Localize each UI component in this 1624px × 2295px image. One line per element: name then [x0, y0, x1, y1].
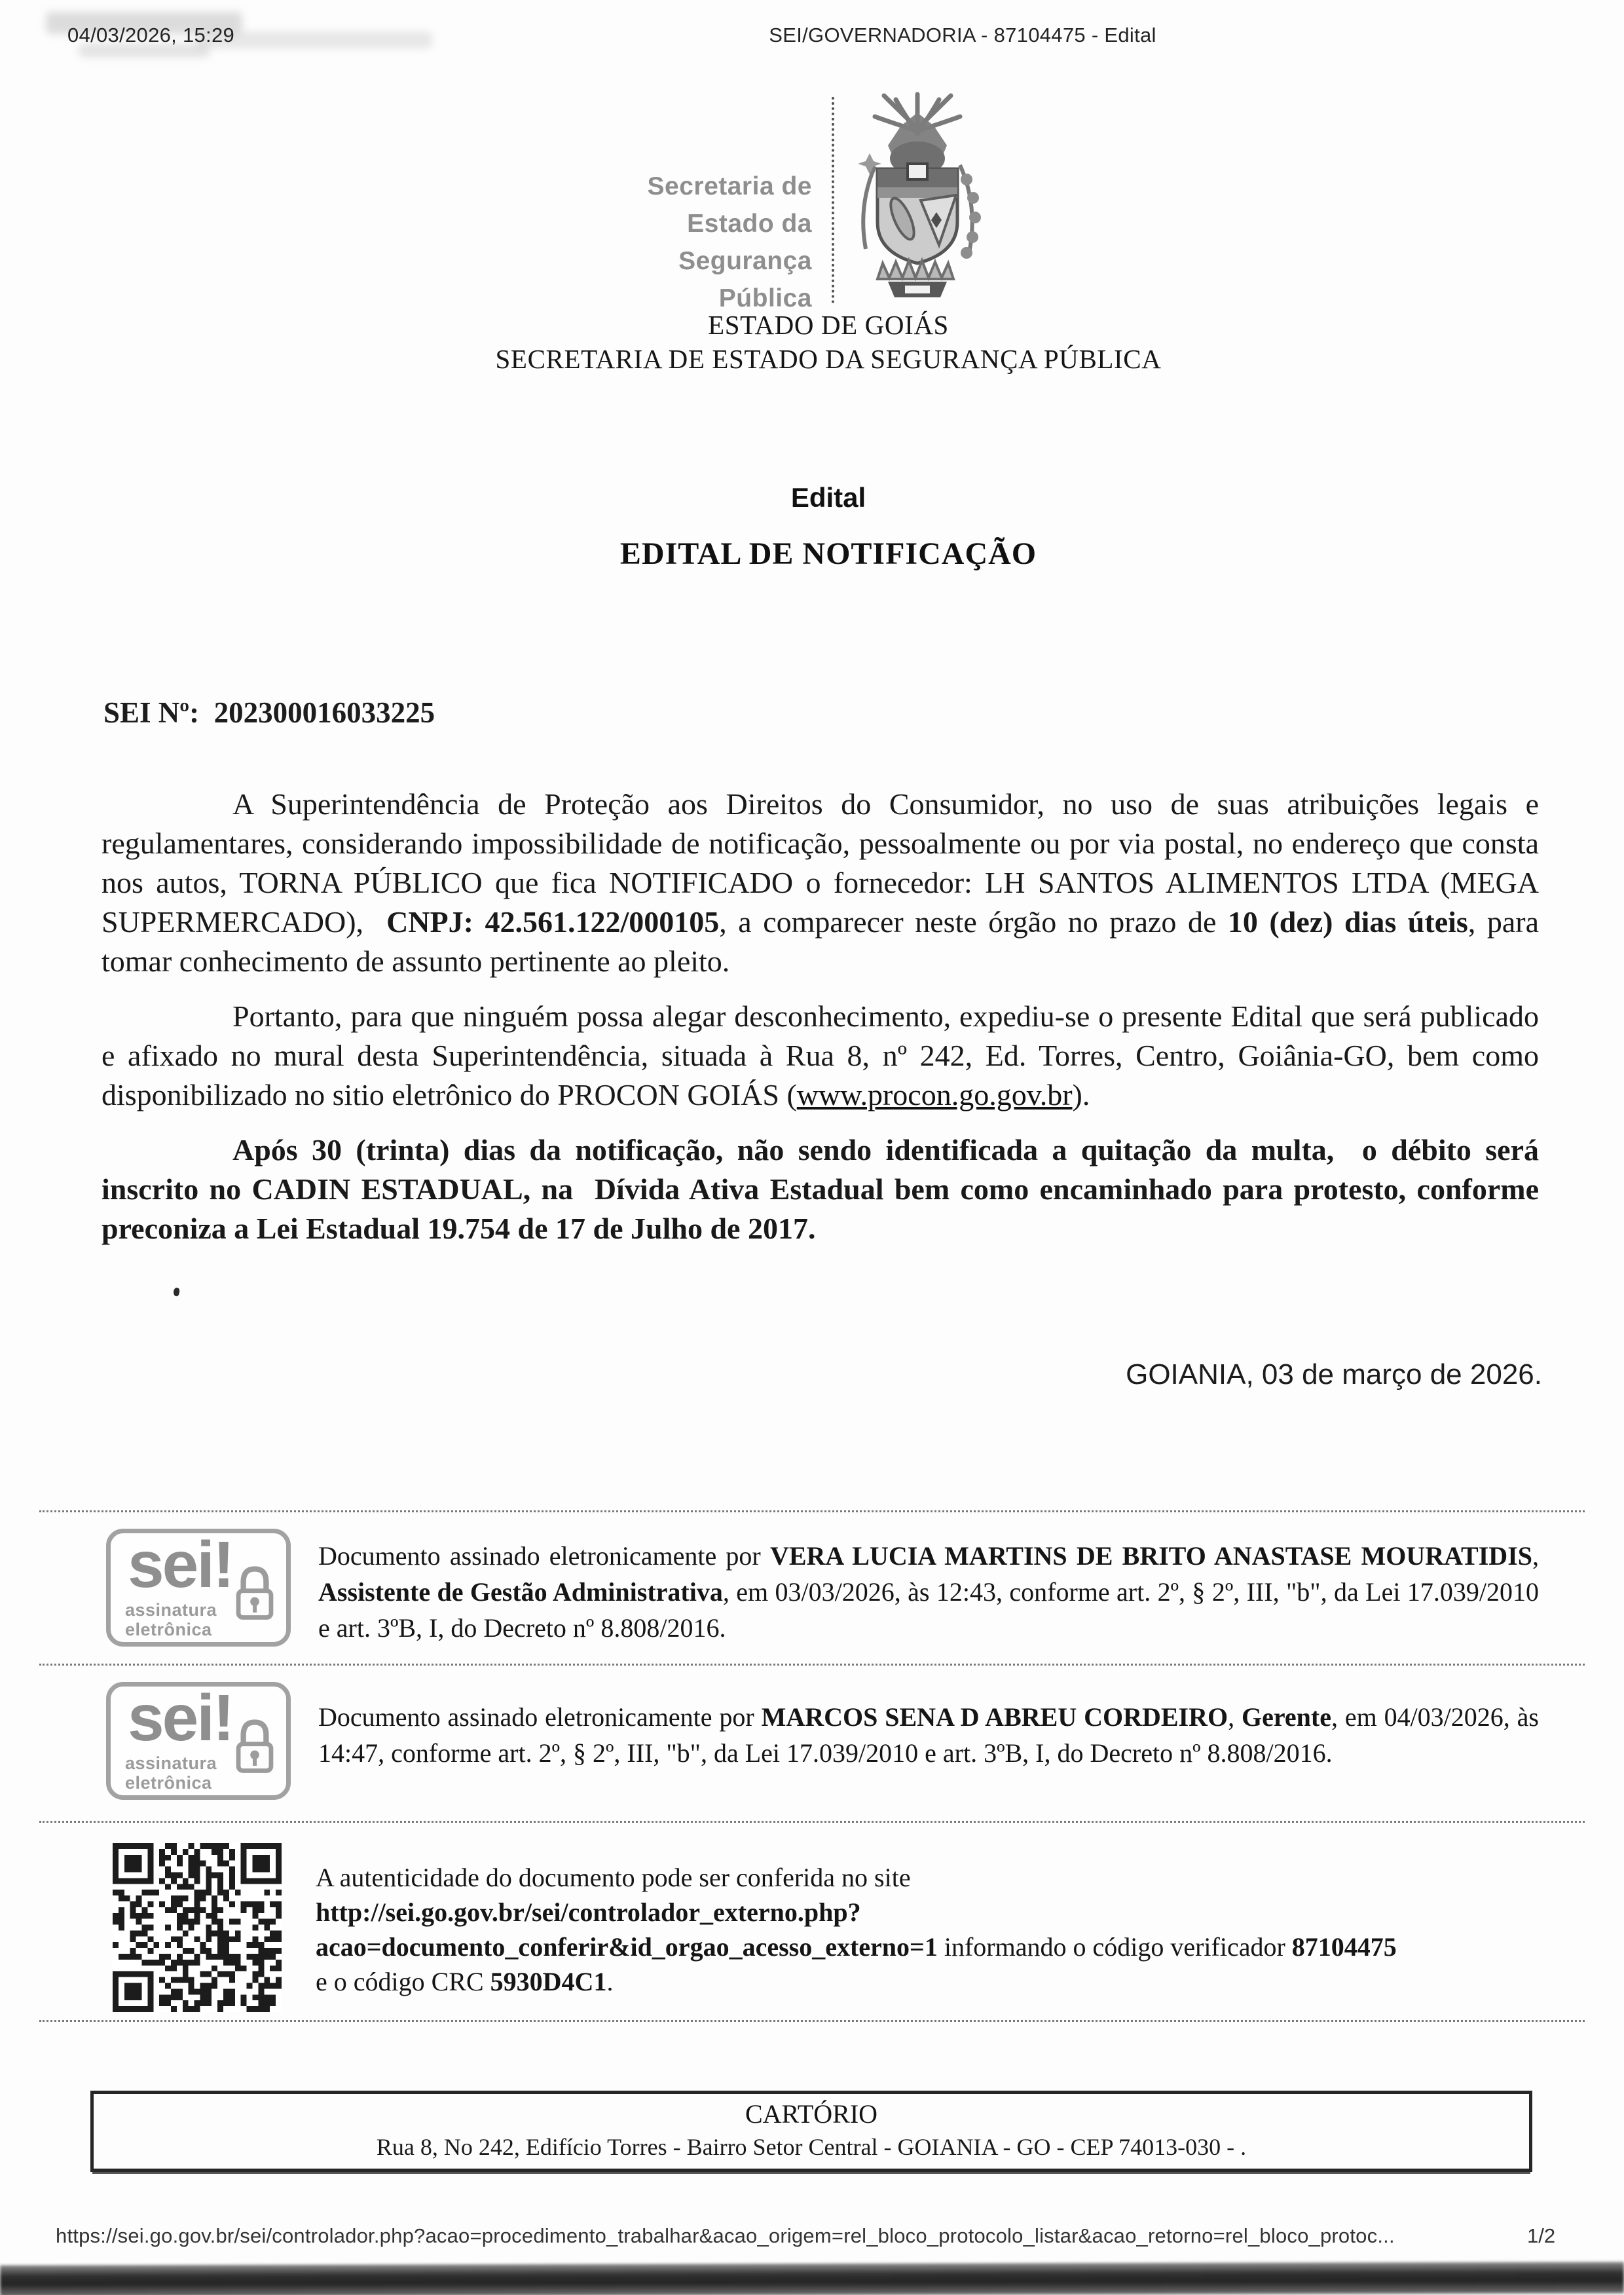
signature-text — [318, 1538, 1546, 1646]
text-run: http://sei.go.gov.br/sei/controlador_externo.php? — [316, 1897, 861, 1927]
section-divider — [39, 1664, 1585, 1666]
document-ref: SEI/GOVERNADORIA - 87104475 - Edital — [769, 24, 1156, 47]
text-run: Após 30 (trinta) dias da notificação, não sendo identificada a quitação da multa, o débito será inscrito no CADIN ESTADUAL, na Dívida Ativa Estadual bem como encaminhado para protesto, conforme preconiza a Lei Estadual 19.754 de 17 de Julho de 2017. — [101, 1133, 1547, 1245]
text-run: 87104475 — [1291, 1932, 1397, 1962]
section-divider — [39, 1510, 1585, 1512]
signature-text — [318, 1699, 1545, 1771]
verification-line — [316, 1860, 1547, 1895]
text-run: VERA LUCIA MARTINS DE BRITO ANASTASE MOURATIDIS — [769, 1541, 1533, 1571]
goias-coat-of-arms-icon — [850, 88, 985, 304]
text-run: Portanto, para que ninguém possa alegar desconhecimento, expediu-se o presente Edital que será publicado e afixado no mural desta Superintendência, situada à Rua 8, nº 242, Ed. Torres, Centro, Goiânia-GO, bem como disponibilizado no sitio eletrônico do PROCON GOIÁS ( — [101, 999, 1547, 1111]
text-run: 10 (dez) dias úteis — [1227, 905, 1468, 939]
text-run: Assistente de Gestão Administrativa — [318, 1577, 723, 1607]
stamp-caption: assinatura — [125, 1600, 217, 1620]
org-name — [530, 168, 812, 317]
link[interactable]: www.procon.go.gov.br — [796, 1078, 1073, 1111]
verification-line — [316, 1930, 1547, 1964]
org-name-line: Pública — [718, 284, 812, 312]
qr-code — [113, 1843, 282, 2012]
padlock-icon — [232, 1561, 277, 1624]
verification-line — [316, 1964, 1547, 1999]
text-run: e o código CRC — [316, 1967, 490, 1996]
section-divider — [39, 2020, 1585, 2022]
footer-url: https://sei.go.gov.br/sei/controlador.php?acao=procedimento_trabalhar&acao_origem=rel_bloco_protocolo_listar&acao_retorno=rel_bloco_protoc... — [56, 2224, 1395, 2247]
document-kind: Edital — [790, 482, 866, 513]
bottom-scan-bar — [0, 2262, 1624, 2295]
sei-signature-stamp — [106, 1682, 291, 1800]
secretariat-title: SECRETARIA DE ESTADO DA SEGURANÇA PÚBLICA — [495, 344, 1162, 374]
text-run: Documento assinado eletronicamente por — [318, 1702, 762, 1732]
section-divider — [39, 1821, 1585, 1823]
org-name-line: Secretaria de — [647, 172, 812, 200]
stamp-caption: eletrônica — [125, 1773, 212, 1793]
page-title: EDITAL DE NOTIFICAÇÃO — [619, 536, 1037, 571]
body-paragraph — [101, 1130, 1547, 1248]
sei-signature-stamp — [106, 1529, 291, 1647]
body-paragraph — [101, 997, 1547, 1115]
text-run: , em 04/03/2026, às 14:47, conforme art. 2º, § 2º, III, "b", da Lei 17.039/2010 e art. 3ºB, I, do Decreto nº 8.808/2016. — [318, 1702, 1545, 1768]
text-run: Documento assinado eletronicamente por — [318, 1541, 770, 1571]
printed-datetime: 04/03/2026, 15:29 — [67, 24, 235, 47]
text-run: CNPJ: 42.561.122/000105 — [386, 905, 720, 939]
cartorio-title: CARTÓRIO — [745, 2099, 878, 2129]
text-run: acao=documento_conferir&id_orgao_acesso_externo=1 — [316, 1932, 938, 1962]
text-run: , em 03/03/2026, às 12:43, conforme art. 2º, § 2º, III, "b", da Lei 17.039/2010 e art. 3ºB, I, do Decreto nº 8.808/2016. — [318, 1577, 1545, 1643]
text-run: , — [1228, 1702, 1242, 1732]
text-run: , — [1532, 1541, 1546, 1571]
text-run: A Superintendência de Proteção aos Direitos do Consumidor, no uso de suas atribuições legais e regulamentares, considerando impossibilidade de notificação, pessoalmente ou por via postal, no endereço que consta nos autos, TORNA PÚBLICO que fica NOTIFICADO o fornecedor: LH SANTOS ALIMENTOS LTDA (MEGA SUPERMERCADO), — [101, 787, 1547, 939]
padlock-icon — [232, 1714, 277, 1777]
scan-speck — [173, 1287, 181, 1297]
stamp-caption: assinatura — [125, 1753, 217, 1773]
org-name-line: Estado da — [687, 210, 812, 238]
state-title: ESTADO DE GOIÁS — [708, 310, 949, 340]
stamp-caption: eletrônica — [125, 1620, 212, 1639]
sei-number-line: SEI Nº: 202300016033225 — [103, 696, 435, 729]
page-indicator: 1/2 — [1527, 2224, 1556, 2247]
logo-divider — [832, 97, 834, 303]
text-run: MARCOS SENA D ABREU CORDEIRO — [761, 1702, 1228, 1732]
body-paragraph — [101, 785, 1547, 981]
sei-logo: sei! — [128, 1681, 233, 1755]
text-run: , para tomar conhecimento de assunto pertinente ao pleito. — [101, 905, 1547, 978]
document-body — [101, 785, 1547, 1264]
org-name-line: Segurança — [678, 247, 812, 275]
text-run: . — [606, 1967, 614, 1996]
verification-text — [316, 1860, 1547, 1999]
cartorio-address: Rua 8, No 242, Edifício Torres - Bairro Setor Central - GOIANIA - GO - CEP 74013-030 - . — [376, 2134, 1247, 2160]
sei-logo: sei! — [128, 1528, 233, 1601]
cartorio-box — [90, 2091, 1532, 2172]
date-line: GOIANIA, 03 de março de 2026. — [1126, 1358, 1542, 1390]
text-run: 5930D4C1 — [490, 1967, 607, 1996]
text-run: A autenticidade do documento pode ser conferida no site — [316, 1863, 911, 1892]
text-run: ). — [1072, 1078, 1090, 1111]
text-run: Gerente — [1241, 1702, 1331, 1732]
verification-line — [316, 1895, 1547, 1930]
text-run: informando o código verificador — [937, 1932, 1292, 1962]
text-run: , a comparecer neste órgão no prazo de — [719, 905, 1228, 939]
